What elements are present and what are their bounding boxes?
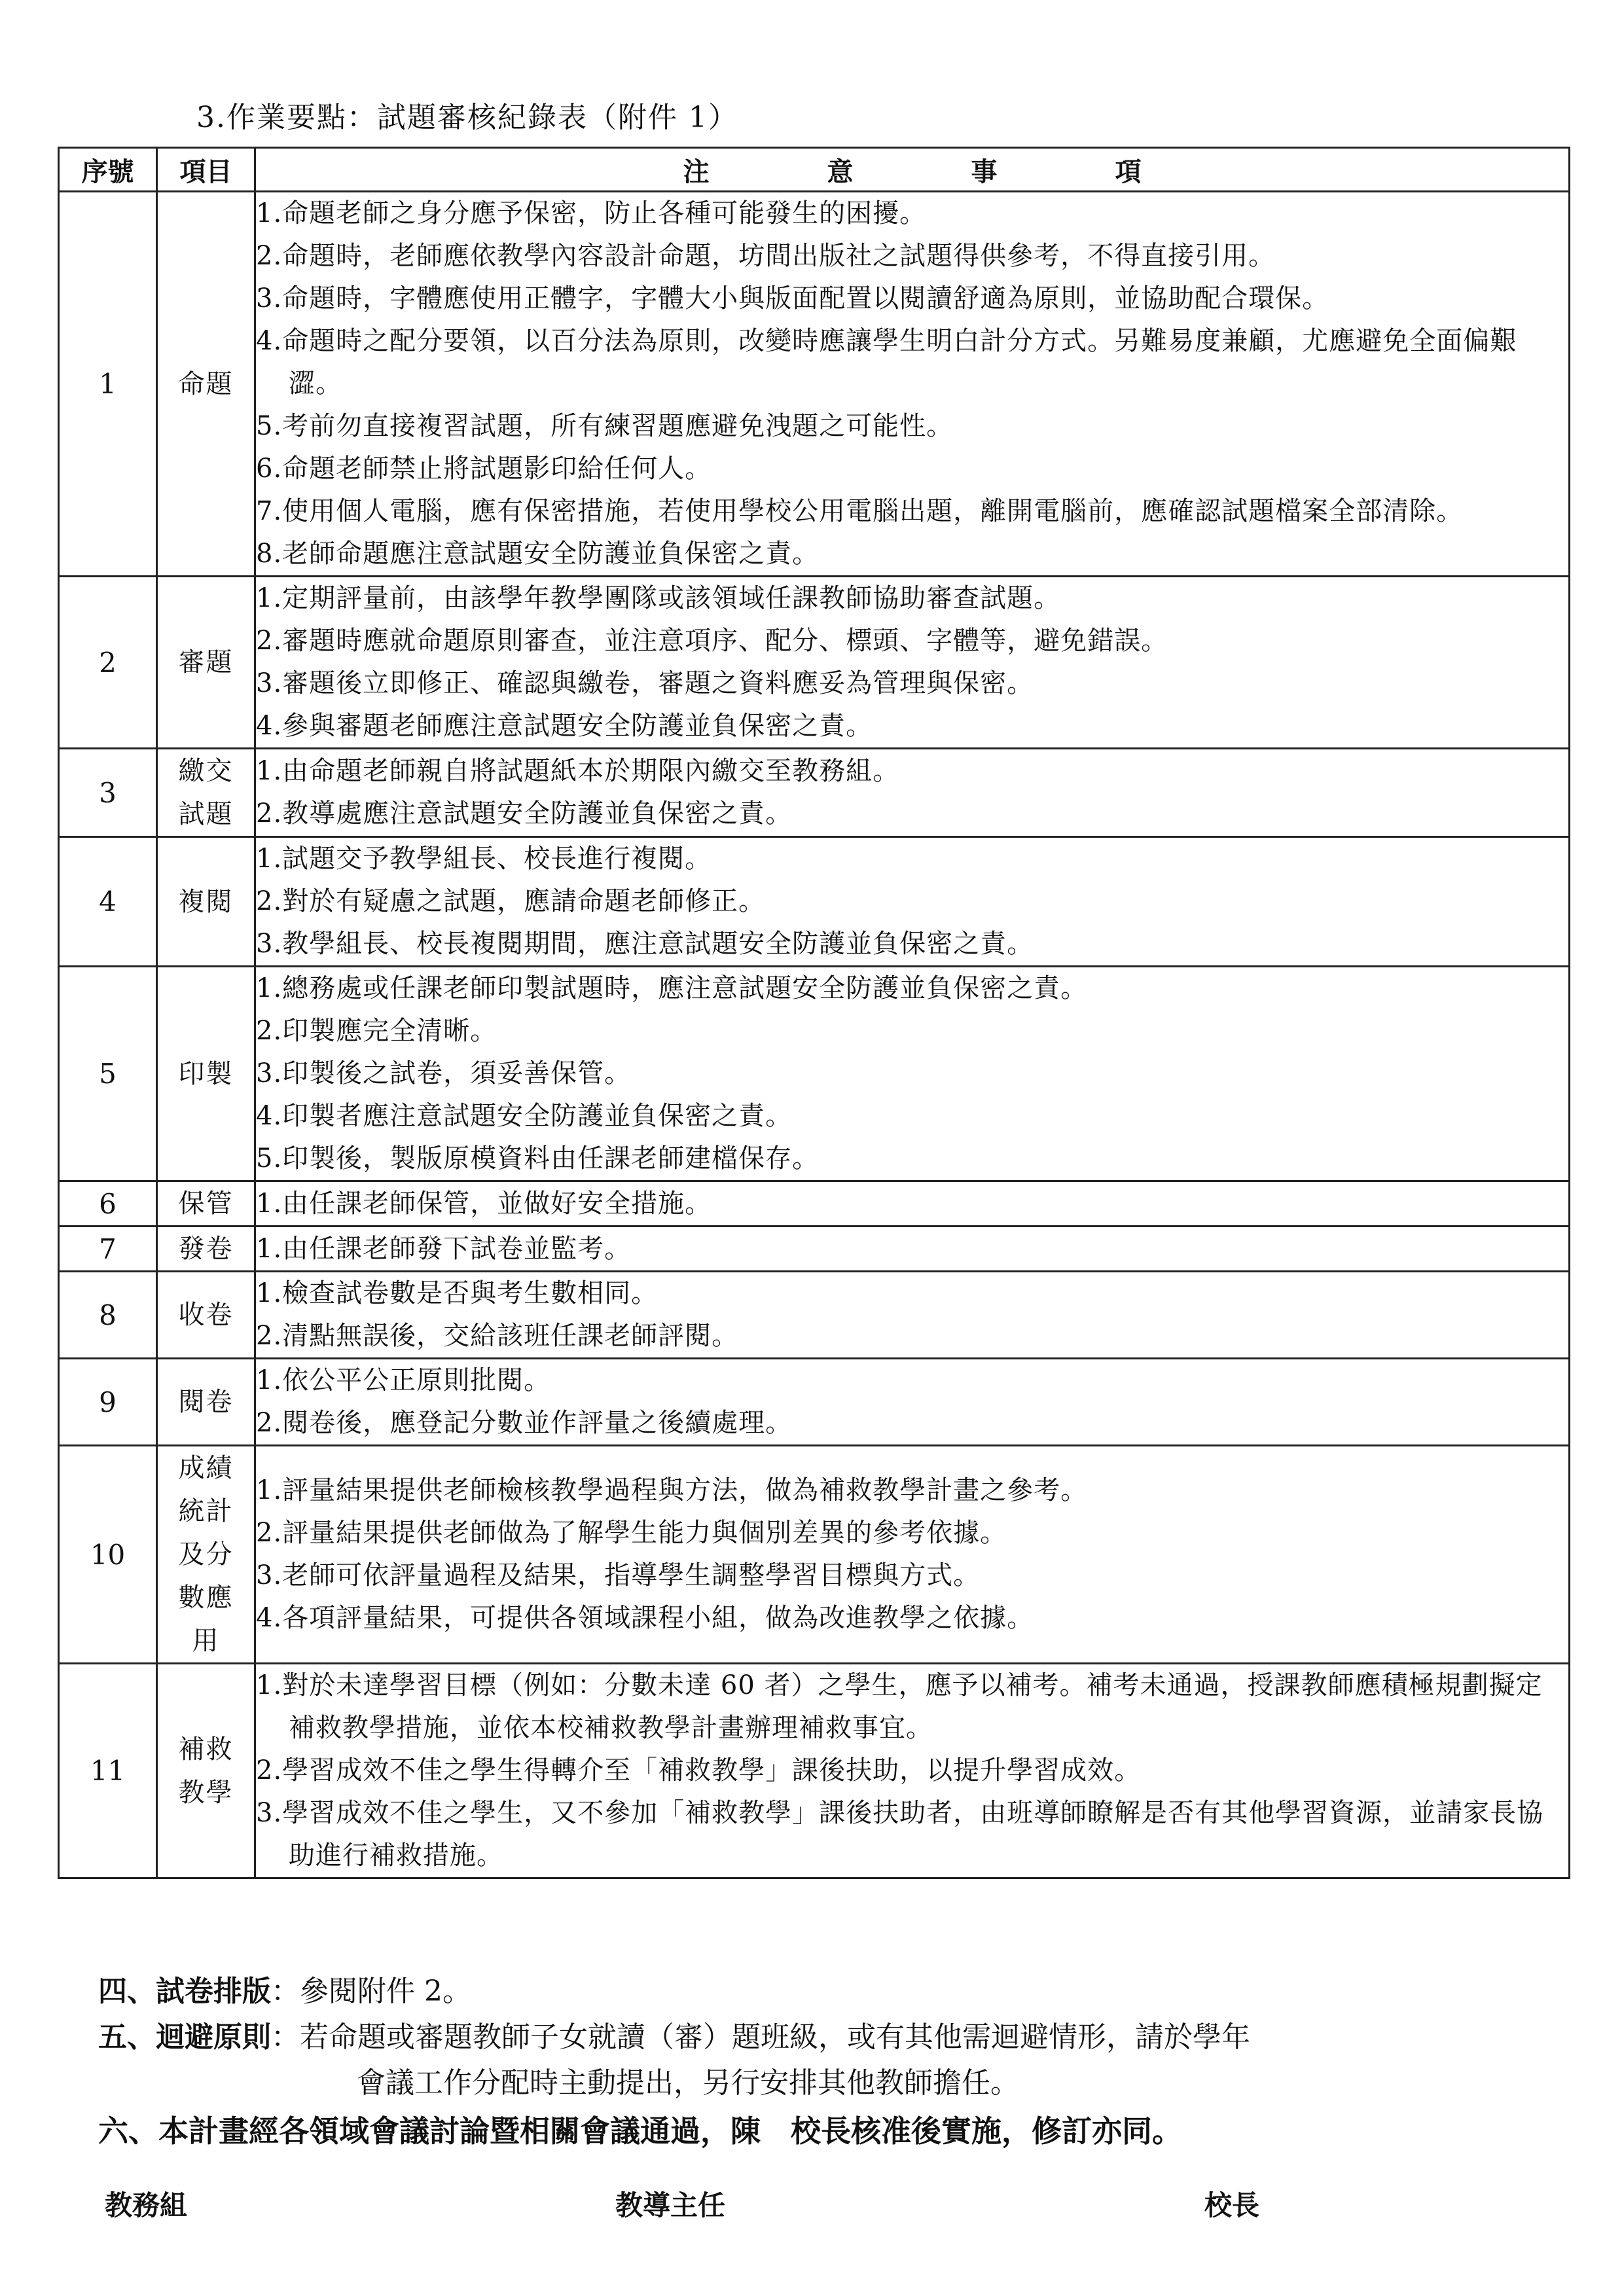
note-item: 3.命題時，字體應使用正體字，字體大小與版面配置以閱讀舒適為原則，並協助配合環保。: [256, 283, 1329, 314]
row-number: 11: [59, 1664, 157, 1878]
table-row: [59, 1272, 1570, 1359]
row-item-line: 印製: [178, 1058, 234, 1089]
row-item-line: 成績: [178, 1453, 234, 1483]
note-item: 1.由任課老師發下試卷並監考。: [256, 1233, 632, 1264]
row-item-line: 複閱: [178, 886, 234, 917]
review-table: [58, 147, 1570, 1879]
section-four: [98, 1970, 471, 2013]
section-four-text: ：參閱附件 2。: [271, 1975, 471, 2008]
row-item: [157, 577, 255, 749]
table-row: [59, 967, 1570, 1181]
row-number: 6: [59, 1181, 157, 1227]
row-item-line: 補救: [178, 1734, 234, 1765]
row-item-line: 審題: [178, 647, 234, 677]
note-item: 8.老師命題應注意試題安全防護並負保密之責。: [256, 539, 820, 569]
section-four-label: 四、試卷排版: [98, 1975, 271, 2008]
row-item-line: 收卷: [178, 1300, 234, 1330]
table-row: [59, 1359, 1570, 1446]
row-item-line: 數應: [178, 1583, 234, 1613]
note-item: 1.檢查試卷數是否與考生數相同。: [256, 1278, 659, 1308]
header-no: 序號: [59, 148, 157, 192]
note-item: 2.審題時應就命題原則審查，並注意項序、配分、標頭、字體等，避免錯誤。: [256, 626, 1168, 656]
row-notes: [255, 1664, 1570, 1878]
table-row: [59, 749, 1570, 837]
table-body: [59, 192, 1570, 1878]
row-item: [157, 1181, 255, 1227]
row-item-line: 繳交: [178, 756, 234, 786]
section-six: 六、本計畫經各領域會議討論暨相關會議通過，陳 校長核准後實施，修訂亦同。: [98, 2113, 1182, 2149]
row-item: [157, 837, 255, 967]
row-notes: [255, 1181, 1570, 1227]
note-item: 1.對於未達學習目標（例如：分數未達 60 者）之學生，應予以補考。補考未通過，授課教師應積極規劃擬定補救教學措施，並依本校補救教學計畫辦理補救事宜。: [256, 1670, 1543, 1743]
row-item: [157, 1227, 255, 1272]
row-number: 4: [59, 837, 157, 967]
row-item: [157, 1446, 255, 1664]
section-heading: 3.作業要點：試題審核紀錄表（附件 1）: [196, 101, 738, 134]
row-notes: [255, 192, 1570, 577]
note-item: 3.學習成效不佳之學生，又不參加「補救教學」課後扶助者，由班導師瞭解是否有其他學習資源，並請家長協助進行補救措施。: [256, 1798, 1544, 1871]
row-item-line: 保管: [178, 1189, 234, 1219]
table-row: [59, 577, 1570, 749]
row-number: 9: [59, 1359, 157, 1446]
row-item: [157, 1664, 255, 1878]
header-notes-char: 項: [1115, 156, 1142, 187]
row-item: [157, 749, 255, 837]
table-header-row: [59, 148, 1570, 192]
row-number: 7: [59, 1227, 157, 1272]
signature-principal: 校長: [1204, 2189, 1260, 2221]
row-item: [157, 192, 255, 577]
header-notes: [255, 148, 1570, 192]
note-item: 2.清點無誤後，交給該班任課老師評閱。: [256, 1321, 739, 1351]
note-item: 2.評量結果提供老師做為了解學生能力與個別差異的參考依據。: [256, 1518, 1007, 1548]
note-item: 1.由任課老師保管，並做好安全措施。: [256, 1188, 712, 1219]
row-item-line: 發卷: [178, 1234, 234, 1264]
note-item: 5.考前勿直接複習試題，所有練習題應避免洩題之可能性。: [256, 411, 954, 441]
row-item-line: 試題: [178, 799, 234, 829]
note-item: 4.參與審題老師應注意試題安全防護並負保密之責。: [256, 711, 873, 741]
header-notes-char: 事: [971, 156, 998, 187]
note-item: 3.教學組長、校長複閱期間，應注意試題安全防護並負保密之責。: [256, 929, 1034, 959]
note-item: 6.命題老師禁止將試題影印給任何人。: [256, 454, 712, 484]
table-row: [59, 1664, 1570, 1878]
section-five-text: ：若命題或審題教師子女就讀（審）題班級，或有其他需迴避情形，請於學年: [271, 2020, 1250, 2054]
note-item: 4.印製者應注意試題安全防護並負保密之責。: [256, 1101, 793, 1131]
row-item-line: 及分: [178, 1539, 234, 1570]
note-item: 1.總務處或任課老師印製試題時，應注意試題安全防護並負保密之責。: [256, 973, 1088, 1003]
row-number: 8: [59, 1272, 157, 1359]
row-item-line: 用: [192, 1626, 220, 1656]
note-item: 7.使用個人電腦，應有保密措施，若使用學校公用電腦出題，離開電腦前，應確認試題檔案全部清除。: [256, 496, 1464, 526]
row-item: [157, 1359, 255, 1446]
note-item: 4.各項評量結果，可提供各領域課程小組，做為改進教學之依據。: [256, 1603, 1034, 1633]
row-item: [157, 1272, 255, 1359]
table-row: [59, 1181, 1570, 1227]
row-number: 1: [59, 192, 157, 577]
note-item: 1.命題老師之身分應予保密，防止各種可能發生的困擾。: [256, 198, 927, 228]
row-notes: [255, 1227, 1570, 1272]
row-notes: [255, 749, 1570, 837]
note-item: 3.老師可依評量過程及結果，指導學生調整學習目標與方式。: [256, 1560, 981, 1590]
row-number: 2: [59, 577, 157, 749]
note-item: 2.學習成效不佳之學生得轉介至「補救教學」課後扶助，以提升學習成效。: [256, 1755, 1142, 1785]
note-item: 1.試題交予教學組長、校長進行複閱。: [256, 844, 712, 874]
note-item: 1.定期評量前，由該學年教學團隊或該領域任課教師協助審查試題。: [256, 583, 1061, 613]
row-notes: [255, 837, 1570, 967]
signature-director: 教導主任: [615, 2189, 726, 2221]
table-row: [59, 837, 1570, 967]
table-row: [59, 1227, 1570, 1272]
row-number: 5: [59, 967, 157, 1181]
signature-academic-affairs: 教務組: [105, 2189, 188, 2221]
table-row: [59, 192, 1570, 577]
row-item-line: 閱卷: [178, 1387, 234, 1417]
table-row: [59, 1446, 1570, 1664]
header-notes-char: 注: [683, 156, 710, 187]
section-five-continuation: 會議工作分配時主動提出，另行安排其他教師擔任。: [357, 2066, 1019, 2100]
header-notes-char: 意: [827, 156, 854, 187]
row-number: 10: [59, 1446, 157, 1664]
note-item: 3.印製後之試卷，須妥善保管。: [256, 1058, 632, 1088]
note-item: 2.印製應完全清晰。: [256, 1016, 497, 1046]
row-item-line: 命題: [178, 368, 234, 399]
row-notes: [255, 967, 1570, 1181]
note-item: 2.命題時，老師應依教學內容設計命題，坊間出版社之試題得供參考，不得直接引用。: [256, 241, 1276, 271]
note-item: 1.評量結果提供老師檢核教學過程與方法，做為補救教學計畫之參考。: [256, 1475, 1088, 1505]
row-item: [157, 967, 255, 1181]
note-item: 2.閱卷後，應登記分數並作評量之後續處理。: [256, 1408, 793, 1438]
row-notes: [255, 1359, 1570, 1446]
section-five-label: 五、迴避原則: [98, 2020, 271, 2054]
row-notes: [255, 577, 1570, 749]
note-item: 3.審題後立即修正、確認與繳卷，審題之資料應妥為管理與保密。: [256, 668, 1034, 698]
row-notes: [255, 1272, 1570, 1359]
section-five: [98, 2016, 1250, 2059]
note-item: 4.命題時之配分要領，以百分法為原則，改變時應讓學生明白計分方式。另難易度兼顧，尤應避免全面偏艱澀。: [256, 326, 1517, 399]
row-notes: [255, 1446, 1570, 1664]
note-item: 2.對於有疑慮之試題，應請命題老師修正。: [256, 886, 766, 916]
note-item: 2.教導處應注意試題安全防護並負保密之責。: [256, 798, 793, 829]
row-item-line: 統計: [178, 1496, 234, 1526]
note-item: 1.依公平公正原則批閱。: [256, 1365, 551, 1395]
row-number: 3: [59, 749, 157, 837]
note-item: 1.由命題老師親自將試題紙本於期限內繳交至教務組。: [256, 756, 900, 786]
row-item-line: 教學: [178, 1777, 234, 1808]
header-item: 項目: [157, 148, 255, 192]
note-item: 5.印製後，製版原模資料由任課老師建檔保存。: [256, 1143, 820, 1174]
